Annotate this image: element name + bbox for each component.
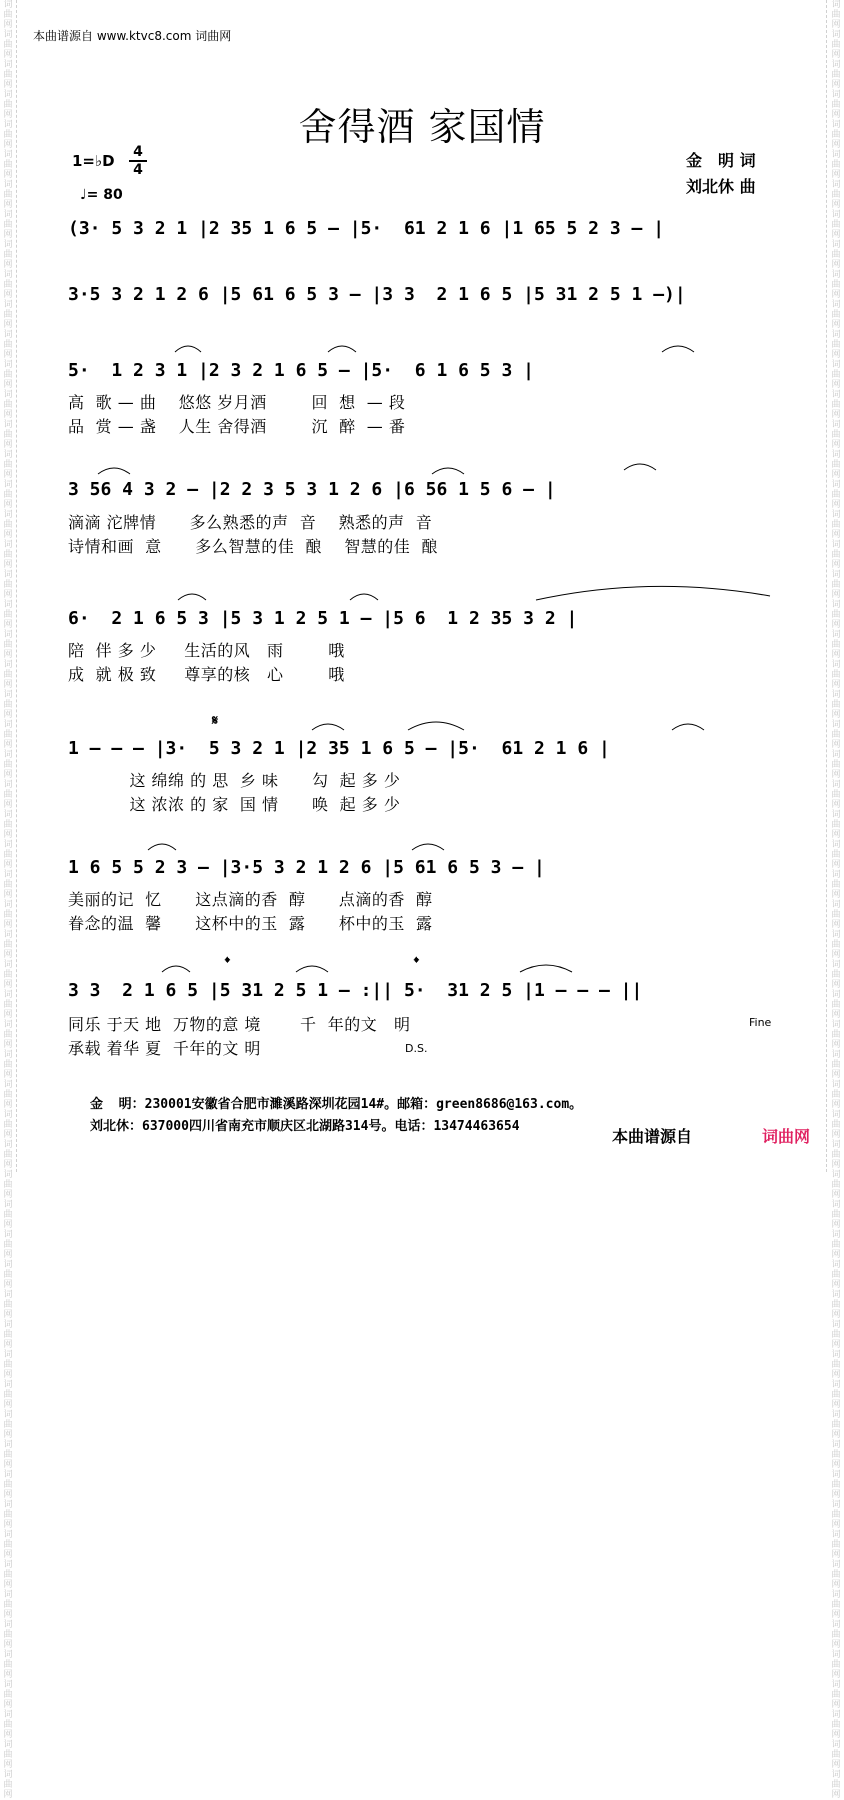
music-line-6: 1 – – – |3· 5 3 2 1 |2 35 1 6 5 – |5· 61 2 1 6 |	[68, 738, 610, 759]
slur	[162, 966, 190, 972]
slur	[412, 844, 444, 850]
side-watermark-left: 词曲网 词曲网 词曲网 词曲网 词曲网 词曲网 词曲网 词曲网 词曲网 词曲网 词曲网 词曲网 词曲网 词曲网 词曲网 词曲网 词曲网 词曲网 词曲网 词曲网 词曲网 词曲网 词曲网 词曲网 词曲网 词曲网 词曲网 词曲网 词曲网 词曲网 词曲网 词曲网 词曲网 词曲网 词曲网 词曲网 词曲网 词曲网 词曲网 词曲网 词曲网 词曲网 词曲网 词曲网 词曲网 词曲网 词曲网 词曲网 词曲网 词曲网 词曲网 词曲网 词曲网 词曲网 词曲网 词曲网 词曲网 词曲网 词曲网 词曲网	[3, 0, 13, 1800]
lyric-line-4-verse-2: 诗情和画 意 多么智慧的佳 酿 智慧的佳 酿	[68, 537, 438, 556]
time-signature-bottom: 4	[133, 162, 143, 178]
fine-mark: Fine	[749, 1016, 772, 1029]
music-line-5: 6· 2 1 6 5 3 |5 3 1 2 5 1 – |5 6 1 2 35 3 2 |	[68, 608, 578, 629]
right-divider	[826, 0, 827, 1172]
slur	[432, 468, 464, 474]
slur	[624, 464, 656, 470]
credits	[686, 148, 756, 200]
music-line-3: 5· 1 2 3 1 |2 3 2 1 6 5 – |5· 6 1 6 5 3 |	[68, 360, 534, 381]
slur	[148, 844, 176, 850]
slur	[672, 724, 704, 730]
slur	[520, 965, 572, 972]
music-line-1: (3· 5 3 2 1 |2 35 1 6 5 – |5· 61 2 1 6 |1 65 5 2 3 – |	[68, 218, 665, 239]
time-signature	[129, 145, 147, 177]
left-divider	[16, 0, 17, 1172]
music-line-7: 1 6 5 5 2 3 – |3·5 3 2 1 2 6 |5 61 6 5 3 – |	[68, 857, 545, 878]
source-line: 本曲谱源自 www.ktvc8.com 词曲网	[33, 29, 232, 43]
slur	[328, 346, 356, 352]
time-signature-top: 4	[133, 144, 143, 160]
lyric-line-7-verse-2: 眷念的温 馨 这杯中的玉 露 杯中的玉 露	[68, 914, 433, 933]
contact-footer	[90, 1094, 582, 1138]
coda-mark-1: 𝄌	[225, 955, 230, 971]
slur	[536, 586, 770, 600]
music-line-2: 3·5 3 2 1 2 6 |5 61 6 5 3 – |3 3 2 1 6 5 |5 31 2 5 1 –)|	[68, 284, 686, 305]
lyric-line-8-verse-2: 承载 着华 夏 千年的文 明	[68, 1039, 261, 1058]
brand-label-left: 本曲谱源自	[612, 1127, 693, 1146]
brand-label-right: 词曲网	[762, 1127, 811, 1146]
key-signature: 1=♭D	[72, 152, 115, 170]
lyric-line-3-verse-1: 高 歌 — 曲 悠悠 岁月酒 回 想 — 段	[68, 393, 406, 412]
composer-credit: 刘北休 曲	[686, 177, 756, 196]
slur	[408, 722, 464, 730]
lyric-line-6-verse-2: 这 浓浓 的 家 国 情 唤 起 多 少	[68, 795, 401, 814]
slur	[98, 468, 130, 474]
coda-mark-2: 𝄌	[414, 955, 419, 971]
slur	[662, 346, 694, 352]
music-line-8: 3 3 2 1 6 5 |5 31 2 5 1 – :|| 5· 31 2 5 |1 – – – ||	[68, 980, 643, 1001]
lyric-line-5-verse-2: 成 就 极 致 尊享的核 心 哦	[68, 665, 345, 684]
footer-line-2: 刘北休：637000四川省南充市顺庆区北湖路314号。电话：13474463654	[90, 1119, 520, 1134]
page-title: 舍得酒 家国情	[298, 105, 546, 149]
slur	[178, 594, 206, 600]
lyric-line-3-verse-2: 品 赏 — 盏 人生 舍得酒 沉 醉 — 番	[68, 417, 406, 436]
lyric-line-8-verse-1: 同乐 于天 地 万物的意 境 千 年的文 明	[68, 1015, 411, 1034]
lyric-line-5-verse-1: 陪 伴 多 少 生活的风 雨 哦	[68, 641, 345, 660]
slur	[312, 724, 344, 730]
ds-mark: D.S.	[405, 1042, 428, 1055]
segno-mark: 𝄋	[212, 713, 219, 729]
slur	[175, 346, 201, 352]
music-line-4: 3 56 4 3 2 – |2 2 3 5 3 1 2 6 |6 56 1 5 6 – |	[68, 479, 556, 500]
lyric-line-4-verse-1: 滴滴 沱牌情 多么熟悉的声 音 熟悉的声 音	[68, 513, 433, 532]
lyric-line-7-verse-1: 美丽的记 忆 这点滴的香 醇 点滴的香 醇	[68, 890, 433, 909]
tempo-mark: ♩= 80	[80, 187, 123, 203]
slur	[296, 966, 328, 972]
side-watermark-right: 词曲网 词曲网 词曲网 词曲网 词曲网 词曲网 词曲网 词曲网 词曲网 词曲网 词曲网 词曲网 词曲网 词曲网 词曲网 词曲网 词曲网 词曲网 词曲网 词曲网 词曲网 词曲网 词曲网 词曲网 词曲网 词曲网 词曲网 词曲网 词曲网 词曲网 词曲网 词曲网 词曲网 词曲网 词曲网 词曲网 词曲网 词曲网 词曲网 词曲网 词曲网 词曲网 词曲网 词曲网 词曲网 词曲网 词曲网 词曲网 词曲网 词曲网 词曲网 词曲网 词曲网 词曲网 词曲网 词曲网 词曲网 词曲网 词曲网 词曲网	[831, 0, 841, 1800]
lyric-line-6-verse-1: 这 绵绵 的 思 乡 味 勾 起 多 少	[68, 771, 401, 790]
slur	[350, 594, 378, 600]
lyricist-credit: 金 明 词	[686, 151, 756, 170]
footer-line-1: 金 明：230001安徽省合肥市濉溪路深圳花园14#。邮箱：green8686@163.com。	[90, 1097, 583, 1112]
